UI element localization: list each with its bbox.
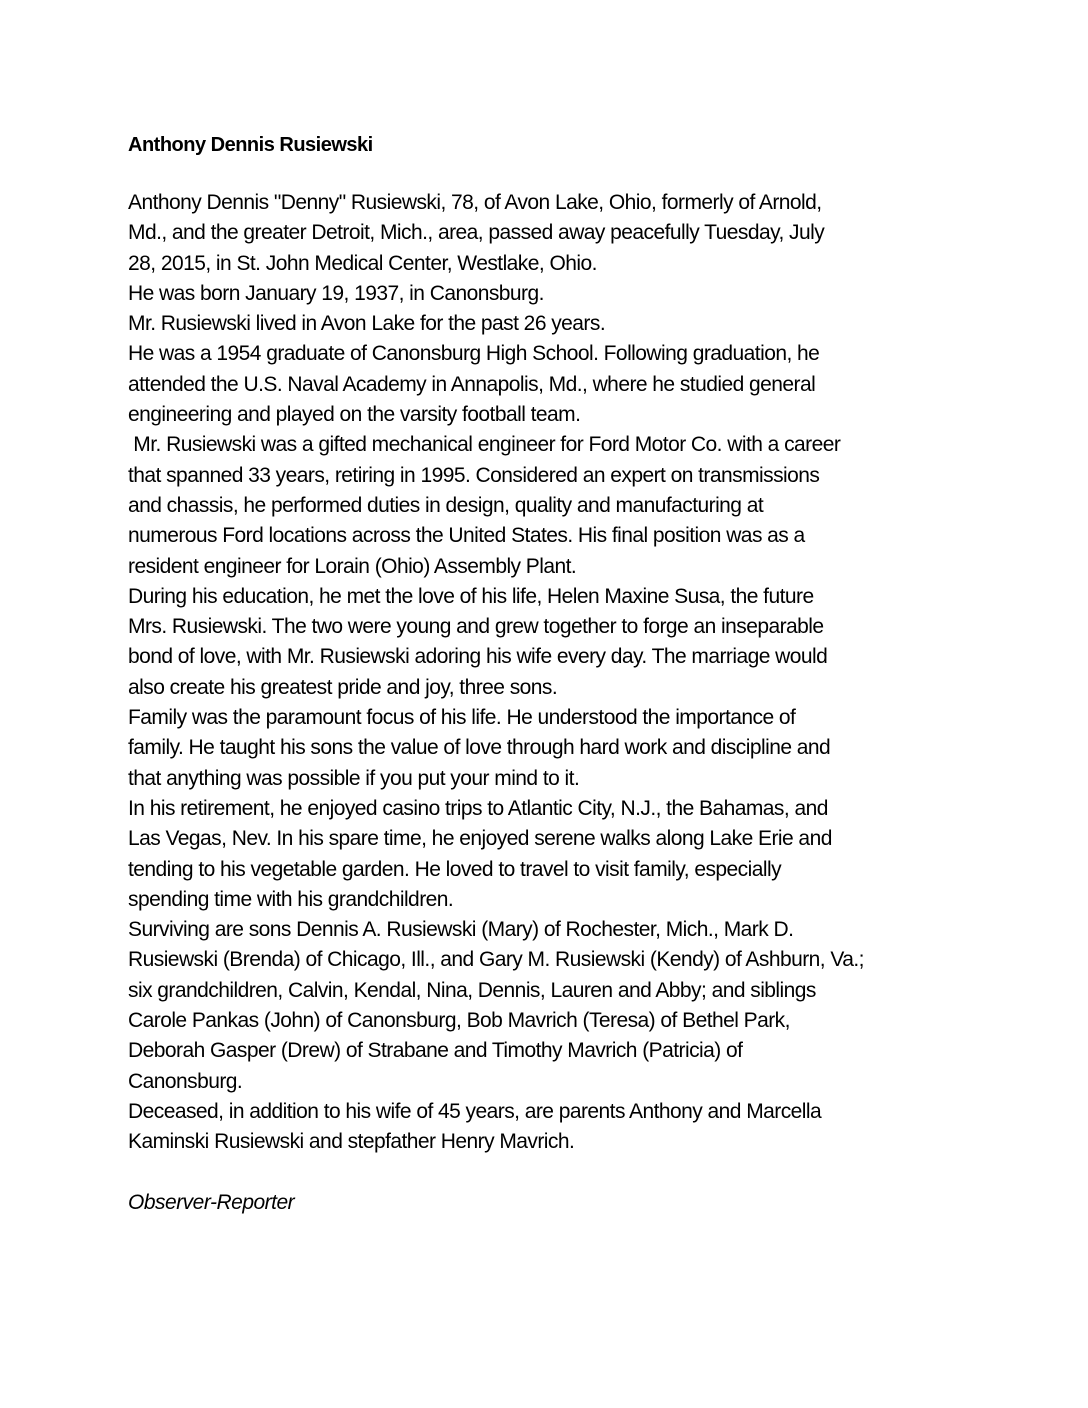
text-line: Mr. Rusiewski was a gifted mechanical engineer for Ford Motor Co. with a career bbox=[128, 433, 841, 457]
text-line: Rusiewski (Brenda) of Chicago, Ill., and Gary M. Rusiewski (Kendy) of Ashburn, Va.; bbox=[128, 948, 864, 972]
text-line: also create his greatest pride and joy, three sons. bbox=[128, 675, 558, 699]
text-line: attended the U.S. Naval Academy in Annapolis, Md., where he studied general bbox=[128, 372, 816, 396]
text-line: tending to his vegetable garden. He loved to travel to visit family, especially bbox=[128, 857, 782, 881]
text-line: Deceased, in addition to his wife of 45 years, are parents Anthony and Marcella bbox=[128, 1099, 822, 1123]
text-line: and chassis, he performed duties in design, quality and manufacturing at bbox=[128, 493, 764, 517]
document-title: Anthony Dennis Rusiewski bbox=[128, 134, 373, 156]
text-line: In his retirement, he enjoyed casino trips to Atlantic City, N.J., the Bahamas, and bbox=[128, 796, 828, 820]
document-body bbox=[128, 188, 988, 1158]
text-line: resident engineer for Lorain (Ohio) Assembly Plant. bbox=[128, 554, 577, 578]
text-line: Carole Pankas (John) of Canonsburg, Bob Mavrich (Teresa) of Bethel Park, bbox=[128, 1009, 790, 1033]
text-line: 28, 2015, in St. John Medical Center, Westlake, Ohio. bbox=[128, 251, 597, 275]
document-page bbox=[128, 130, 988, 1239]
text-line: family. He taught his sons the value of love through hard work and discipline and bbox=[128, 736, 831, 760]
text-line: Md., and the greater Detroit, Mich., area, passed away peacefully Tuesday, July bbox=[128, 221, 825, 245]
document-source: Observer-Reporter bbox=[128, 1190, 295, 1214]
text-line: bond of love, with Mr. Rusiewski adoring his wife every day. The marriage would bbox=[128, 645, 828, 669]
text-line: Surviving are sons Dennis A. Rusiewski (Mary) of Rochester, Mich., Mark D. bbox=[128, 918, 794, 942]
text-line: that spanned 33 years, retiring in 1995. Considered an expert on transmissions bbox=[128, 463, 820, 487]
text-line: Mr. Rusiewski lived in Avon Lake for the past 26 years. bbox=[128, 312, 606, 336]
text-line: six grandchildren, Calvin, Kendal, Nina, Dennis, Lauren and Abby; and siblings bbox=[128, 978, 816, 1002]
text-line: Canonsburg. bbox=[128, 1069, 243, 1093]
text-line: He was a 1954 graduate of Canonsburg High School. Following graduation, he bbox=[128, 342, 820, 366]
text-line: Kaminski Rusiewski and stepfather Henry Mavrich. bbox=[128, 1130, 575, 1154]
text-line: Mrs. Rusiewski. The two were young and grew together to forge an inseparable bbox=[128, 615, 824, 639]
text-line: He was born January 19, 1937, in Canonsburg. bbox=[128, 281, 544, 305]
text-line: that anything was possible if you put your mind to it. bbox=[128, 766, 580, 790]
text-line: numerous Ford locations across the United States. His final position was as a bbox=[128, 524, 805, 548]
text-line: Anthony Dennis "Denny" Rusiewski, 78, of Avon Lake, Ohio, formerly of Arnold, bbox=[128, 191, 822, 214]
text-line: Family was the paramount focus of his life. He understood the importance of bbox=[128, 706, 796, 730]
text-line: Las Vegas, Nev. In his spare time, he enjoyed serene walks along Lake Erie and bbox=[128, 827, 832, 851]
text-line: spending time with his grandchildren. bbox=[128, 887, 454, 911]
text-line: During his education, he met the love of his life, Helen Maxine Susa, the future bbox=[128, 584, 814, 608]
text-line: Deborah Gasper (Drew) of Strabane and Timothy Mavrich (Patricia) of bbox=[128, 1039, 743, 1063]
text-line: engineering and played on the varsity football team. bbox=[128, 403, 581, 427]
